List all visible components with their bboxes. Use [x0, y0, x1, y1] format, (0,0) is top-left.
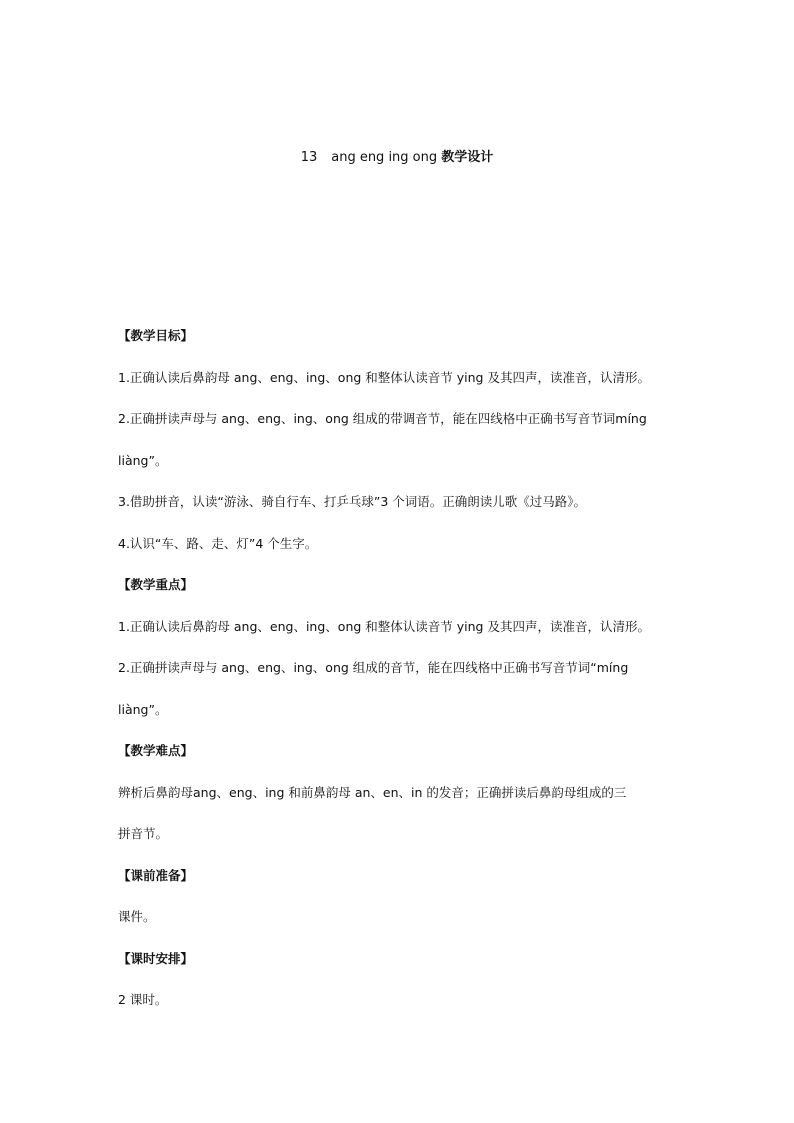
difficulty-text-line-2: 拼音节。 — [118, 826, 169, 841]
section-heading-goals: 【教学目标】 — [118, 328, 194, 343]
section-heading-keypoints: 【教学重点】 — [118, 577, 194, 592]
schedule-text: 2 课时。 — [118, 992, 168, 1007]
goal-item-1: 1.正确认读后鼻韵母 ang、eng、ing、ong 和整体认读音节 ying 及其四声，读准音，认清形。 — [118, 369, 650, 385]
keypoint-item-2-line-2: liàng”。 — [118, 701, 168, 717]
title-number: 13 — [300, 150, 318, 165]
section-heading-schedule: 【课时安排】 — [118, 950, 194, 966]
section-heading-difficulty: 【教学难点】 — [118, 743, 194, 758]
goal-item-2-line-1: 2.正确拼读声母与 ang、eng、ing、ong 组成的带调音节，能在四线格中正确书写音节词míng — [118, 411, 647, 426]
title-chinese: 教学设计 — [441, 150, 494, 165]
keypoint-item-2-line-1: 2.正确拼读声母与 ang、eng、ing、ong 组成的音节，能在四线格中正确书写音节词“míng — [118, 660, 629, 675]
goal-item-3: 3.借助拼音，认读“游泳、骑自行车、打乒乓球”3 个词语。正确朗读儿歌《过马路》。 — [118, 494, 587, 509]
goal-item-2-line-2: liàng”。 — [118, 452, 168, 468]
title-latin: ang eng ing ong — [331, 150, 438, 165]
document-body — [118, 315, 678, 1021]
section-heading-prep: 【课前准备】 — [118, 867, 194, 883]
prep-text: 课件。 — [118, 909, 156, 924]
keypoint-item-1: 1.正确认读后鼻韵母 ang、eng、ing、ong 和整体认读音节 ying 及其四声，读准音，认清形。 — [118, 618, 650, 634]
document-title — [0, 149, 794, 167]
difficulty-text-line-1: 辨析后鼻韵母ang、eng、ing 和前鼻韵母 an、en、in 的发音；正确拼读后鼻韵母组成的三 — [118, 784, 627, 800]
goal-item-4: 4.认识“车、路、走、灯”4 个生字。 — [118, 535, 318, 551]
